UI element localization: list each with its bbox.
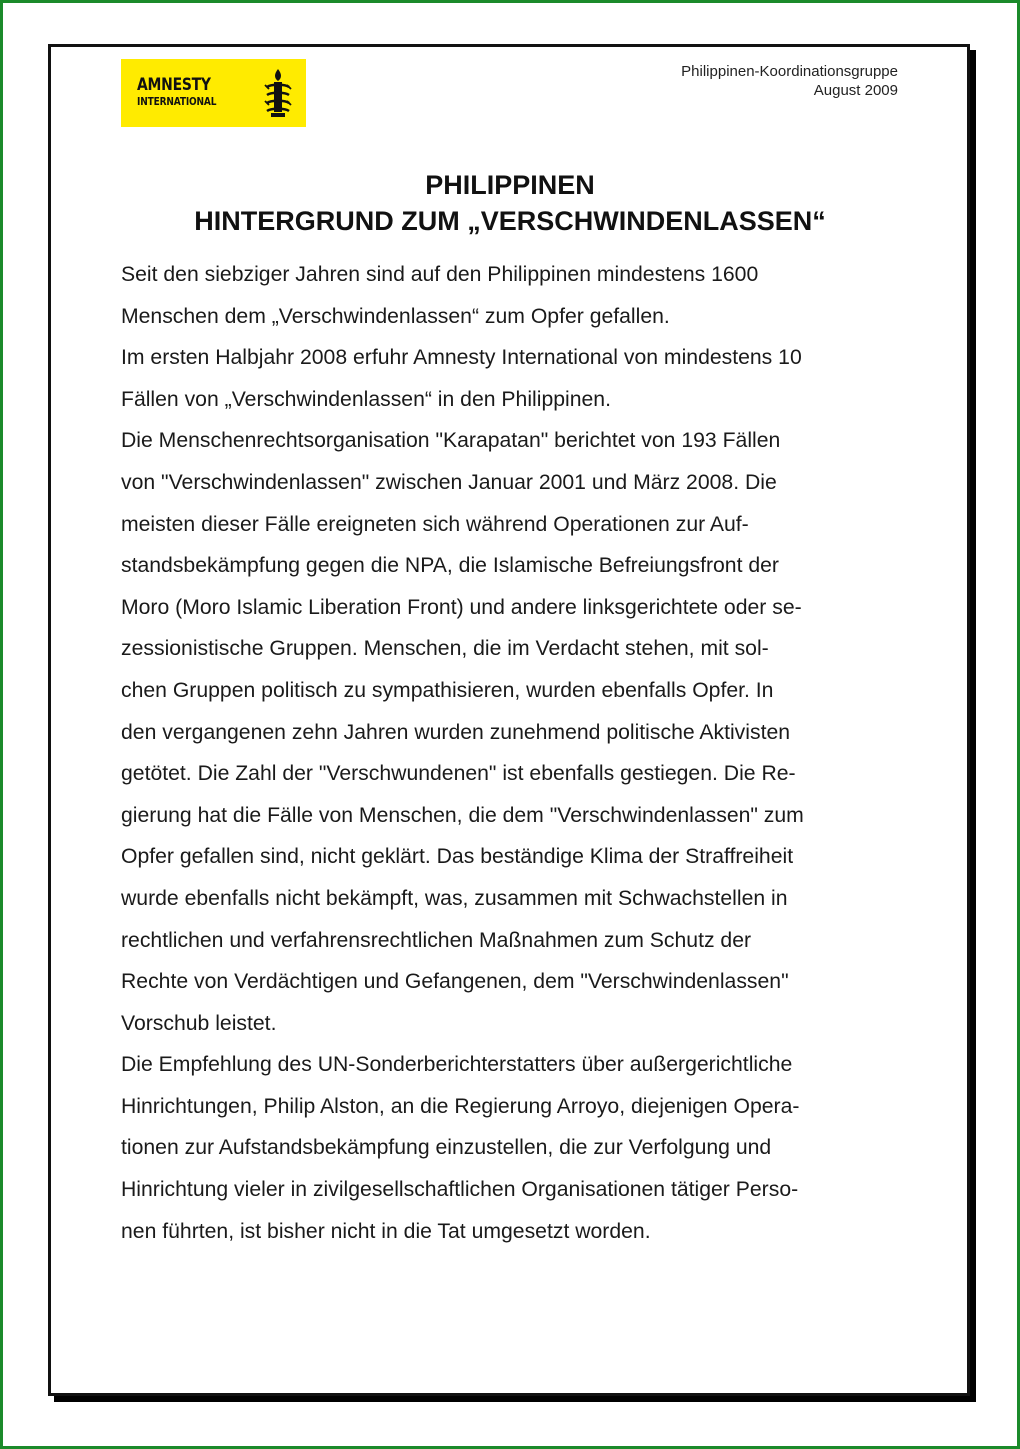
title-line-1: PHILIPPINEN [425, 170, 595, 200]
text-line: gierung hat die Fälle von Menschen, die dem "Verschwindenlassen" zum [121, 803, 804, 827]
document-meta [681, 62, 898, 100]
text-line: meisten dieser Fälle ereigneten sich während Operationen zur Auf- [121, 512, 749, 536]
text-line: Menschen dem „Verschwindenlassen“ zum Opfer gefallen. [121, 304, 670, 328]
text-line: nen führten, ist bisher nicht in die Tat umgesetzt worden. [121, 1219, 651, 1243]
amnesty-logo [121, 59, 306, 127]
text-line: Vorschub leistet. [121, 1011, 277, 1035]
logo-wordmark [137, 77, 234, 107]
text-line: tionen zur Aufstandsbekämpfung einzustellen, die zur Verfolgung und [121, 1136, 772, 1160]
text-line: Fällen von „Verschwindenlassen“ in den Philippinen. [121, 387, 611, 411]
text-line: von "Verschwindenlassen" zwischen Januar 2001 und März 2008. Die [121, 470, 777, 494]
text-line: den vergangenen zehn Jahren wurden zunehmend politische Aktivisten [121, 720, 791, 744]
text-line: wurde ebenfalls nicht bekämpft, was, zusammen mit Schwachstellen in [121, 886, 788, 910]
title-line-2: HINTERGRUND ZUM „VERSCHWINDENLASSEN“ [194, 206, 826, 236]
text-line: Seit den siebziger Jahren sind auf den Philippinen mindestens 1600 [121, 263, 759, 286]
text-line: Im ersten Halbjahr 2008 erfuhr Amnesty International von mindestens 10 [121, 346, 802, 370]
logo-line-international: INTERNATIONAL [137, 95, 217, 108]
text-line: standsbekämpfung gegen die NPA, die Islamische Befreiungsfront der [121, 554, 779, 578]
text-line: Hinrichtungen, Philip Alston, an die Regierung Arroyo, diejenigen Opera- [121, 1094, 800, 1118]
text-line: rechtlichen und verfahrensrechtlichen Maßnahmen zum Schutz der [121, 928, 752, 952]
text-line: Rechte von Verdächtigen und Gefangenen, dem "Verschwindenlassen" [121, 970, 789, 994]
text-line: Hinrichtung vieler in zivilgesellschaftlichen Organisationen tätiger Perso- [121, 1178, 799, 1202]
text-line: Opfer gefallen sind, nicht geklärt. Das beständige Klima der Straffreiheit [121, 845, 794, 869]
logo-line-amnesty: AMNESTY [137, 75, 211, 95]
text-line: getötet. Die Zahl der "Verschwundenen" ist ebenfalls gestiegen. Die Re- [121, 762, 796, 786]
text-line: Die Menschenrechtsorganisation "Karapatan" berichtet von 193 Fällen [121, 429, 781, 453]
candle-barbed-wire-icon [261, 67, 295, 121]
coordination-group: Philippinen-Koordinationsgruppe [681, 63, 898, 80]
body-text [121, 254, 906, 1252]
page-title [100, 167, 920, 239]
text-line: Moro (Moro Islamic Liberation Front) und andere linksgerichtete oder se- [121, 595, 802, 619]
text-line: chen Gruppen politisch zu sympathisieren, wurden ebenfalls Opfer. In [121, 678, 774, 702]
document-date: August 2009 [813, 82, 898, 99]
text-line: Die Empfehlung des UN-Sonderberichterstatters über außergerichtliche [121, 1053, 793, 1077]
text-line: zessionistische Gruppen. Menschen, die im Verdacht stehen, mit sol- [121, 637, 769, 661]
